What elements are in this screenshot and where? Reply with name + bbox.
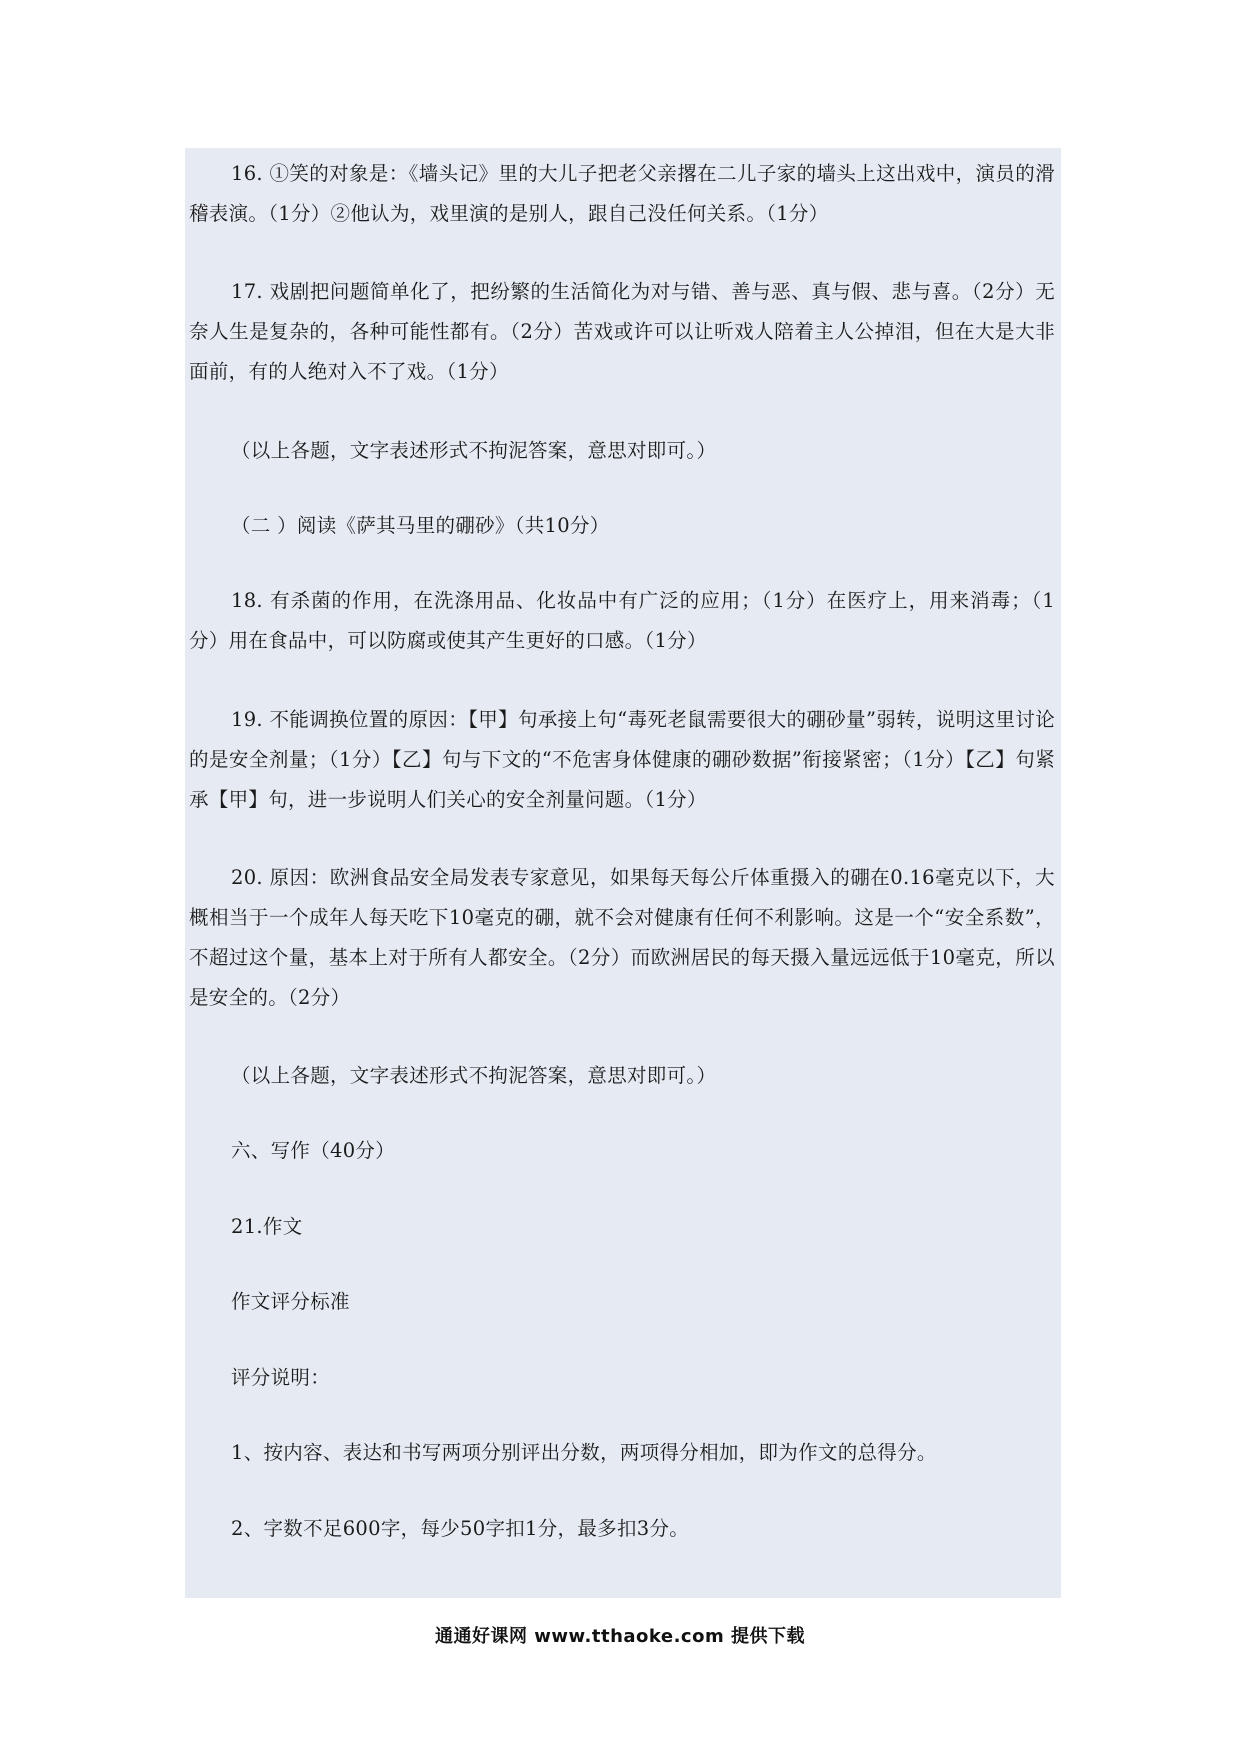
scoring-standard-heading: 作文评分标准 [231, 1290, 350, 1313]
note-2: （以上各题，文字表述形式不拘泥答案，意思对即可。） [231, 1064, 717, 1087]
scoring-rule-2: 2、字数不足600字，每少50字扣1分，最多扣3分。 [231, 1517, 690, 1540]
footer-credit: 通通好课网 www.tthaoke.com 提供下载 [435, 1626, 805, 1647]
writing-heading: 六、写作（40分） [231, 1139, 396, 1162]
answer-20: 20. 原因：欧洲食品安全局发表专家意见，如果每天每公斤体重摄入的硼在0.16毫克以下，大概相当于一个成年人每天吃下10毫克的硼，就不会对健康有任何不利影响。这是一个“安全系数”，不超过这个量，基本上对于所有人都安全。（2分）而欧洲居民的每天摄入量远远低于10毫克，所以是安全的。（2分） [189, 866, 1055, 1009]
scoring-notes-heading: 评分说明： [231, 1366, 331, 1389]
essay-label: 21.作文 [231, 1215, 303, 1238]
answer-17: 17. 戏剧把问题简单化了，把纷繁的生活简化为对与错、善与恶、真与假、悲与喜。（2分）无奈人生是复杂的，各种可能性都有。（2分）苦戏或许可以让听戏人陪着主人公掉泪，但在大是大非面前，有的人绝对入不了戏。（1分） [189, 280, 1055, 383]
answer-18: 18. 有杀菌的作用，在洗涤用品、化妆品中有广泛的应用；（1分）在医疗上，用来消毒；（1分）用在食品中，可以防腐或使其产生更好的口感。（1分） [189, 589, 1055, 652]
note-1: （以上各题，文字表述形式不拘泥答案，意思对即可。） [231, 439, 717, 462]
section-2-heading: （二 ）阅读《萨其马里的硼砂》（共10分） [231, 514, 610, 537]
answer-16: 16. ①笑的对象是：《墙头记》里的大儿子把老父亲撂在二儿子家的墙头上这出戏中，演员的滑稽表演。（1分）②他认为，戏里演的是别人，跟自己没任何关系。（1分） [189, 162, 1055, 225]
scoring-rule-1: 1、按内容、表达和书写两项分别评出分数，两项得分相加，即为作文的总得分。 [231, 1441, 937, 1464]
document-body [185, 148, 1061, 1598]
answer-19: 19. 不能调换位置的原因：【甲】句承接上句“毒死老鼠需要很大的硼砂量”弱转，说明这里讨论的是安全剂量；（1分）【乙】句与下文的“不危害身体健康的硼砂数据”衔接紧密；（1分）【乙】句紧承【甲】句，进一步说明人们关心的安全剂量问题。（1分） [189, 708, 1055, 811]
